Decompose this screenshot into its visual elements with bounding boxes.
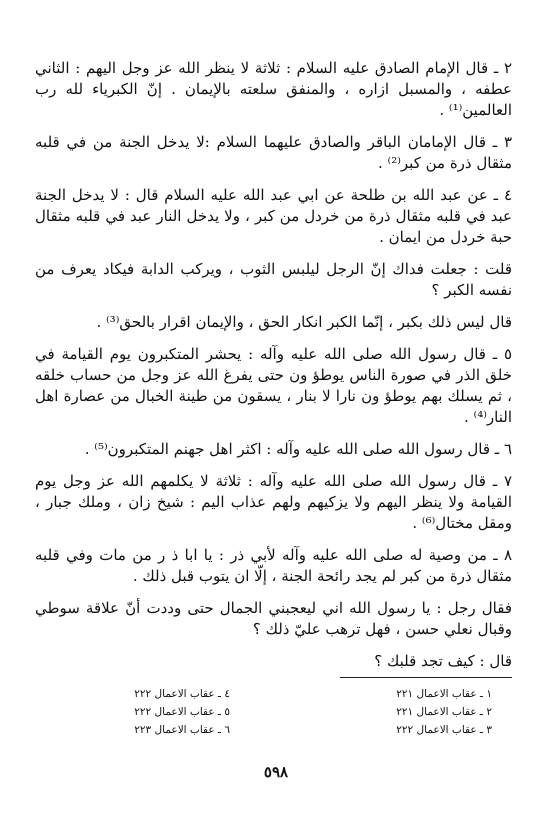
paragraph-6: ٦ ـ قال رسول الله صلى الله عليه وآله : اكثر اهل جهنم المتكبرون⁽⁵⁾ . xyxy=(84,440,512,458)
footnote-2: ٢ ـ عقاب الاعمال ٢٢١ xyxy=(396,706,492,718)
paragraph-7: ٧ ـ قال رسول الله صلى الله عليه وآله : ثلاثة لا يكلمهم الله عز وجل يوم القيامة ولا ينظر اليهم ولا يزكيهم ولهم عذاب اليم : شيخ زان ، وملك جبار ، ومقل مختال⁽⁶⁾ . xyxy=(35,472,512,532)
body-text xyxy=(35,58,512,672)
paragraph-man-said: فقال رجل : يا رسول الله اني ليعجبني الجمال حتى وددت أنّ علاقة سوطي وقبال نعلي حسن ، فهل ترهب عليّ ذلك ؟ xyxy=(35,599,512,638)
footnote-1: ١ ـ عقاب الاعمال ٢٢١ xyxy=(396,688,492,700)
footnote-6: ٦ ـ عقاب الاعمال ٢٢٣ xyxy=(134,724,230,736)
paragraph-3: ٣ ـ قال الإمامان الباقر والصادق عليهما السلام :لا يدخل الجنة من في قلبه مثقال ذرة من كبر⁽²⁾ . xyxy=(35,133,512,172)
paragraph-question: قلت : جعلت فداك إنّ الرجل ليلبس الثوب ، ويركب الدابة فيكاد يعرف من نفسه الكبر ؟ xyxy=(35,260,512,299)
footnote-separator xyxy=(340,677,512,678)
paragraph-8: ٨ ـ من وصية له صلى الله عليه وآله لأبي ذر : يا ابا ذ ر من مات وفي قلبه مثقال ذرة من كبر لم يجد رائحة الجنة ، إلّا ان يتوب قبل ذلك . xyxy=(35,546,512,585)
paragraph-5: ٥ ـ قال رسول الله صلى الله عليه وآله : يحشر المتكبرون يوم القيامة في خلق الذر في صورة الناس يوطؤ ون حتى يفرغ الله عز وجل من حساب خلقه ، ثم يسلك بهم يوطؤ ون نارا لا بنار ، يسقون من طينة الخبال من عصارة اهل النار⁽⁴⁾ . xyxy=(35,345,512,426)
footnote-4: ٤ ـ عقاب الاعمال ٢٢٢ xyxy=(134,688,230,700)
footnote-5: ٥ ـ عقاب الاعمال ٢٢٢ xyxy=(134,706,230,718)
paragraph-2: ٢ ـ قال الإمام الصادق عليه السلام : ثلاثة لا ينظر الله عز وجل اليهم : الثاني عطفه ، والمسبل ازاره ، والمنفق سلعته بالإيمان . إنّ الكبرياء لله رب العالمين⁽¹⁾ . xyxy=(35,59,512,119)
page-number: ٥٩٨ xyxy=(263,763,289,781)
paragraph-reply: قال : كيف تجد قلبك ؟ xyxy=(374,652,512,670)
paragraph-4: ٤ ـ عن عبد الله بن طلحة عن ابي عبد الله عليه السلام قال : لا يدخل الجنة عبد في قلبه مثقال ذرة من خردل من كبر ، ولا يدخل النار عبد في قلبه مثقال حبة خردل من ايمان . xyxy=(35,186,512,246)
footnote-3: ٣ ـ عقاب الاعمال ٢٢٢ xyxy=(396,724,492,736)
paragraph-answer: قال ليس ذلك بكبر ، إنّما الكبر انكار الحق ، والإيمان اقرار بالحق⁽³⁾ . xyxy=(96,313,512,331)
